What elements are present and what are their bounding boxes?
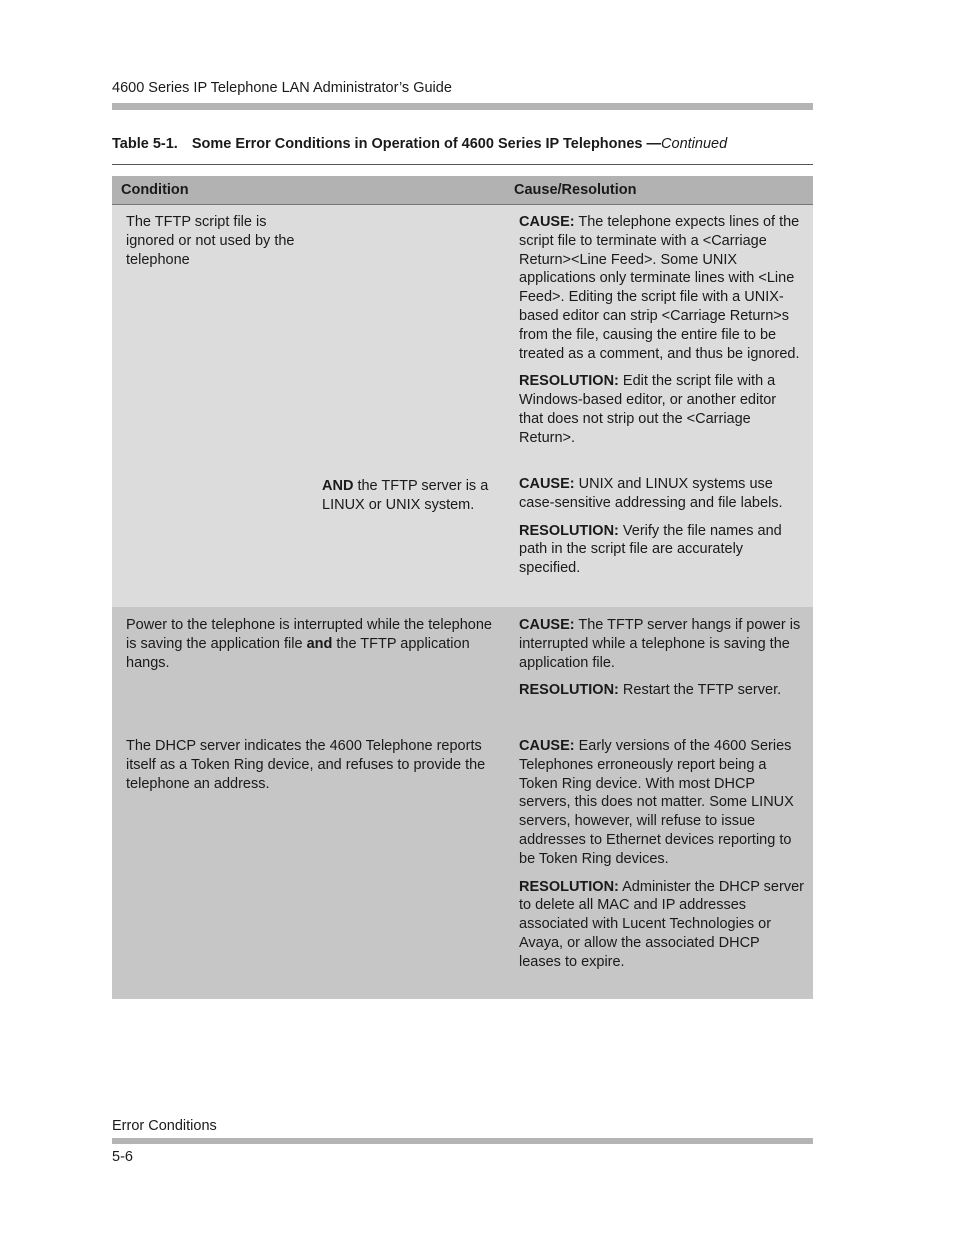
cause-text: Early versions of the 4600 Series Telephones erroneously report being a Token Ring device. With most DHCP servers, this does not matter. Some LINUX servers, however, will refuse to issue addresses to Ethernet devices reporting to be Token Ring devices. (519, 738, 794, 867)
resolution-text: Restart the TFTP server. (622, 682, 782, 699)
resolution-label: RESOLUTION: (519, 878, 619, 895)
resolution-paragraph (519, 522, 804, 578)
cause-label: CAUSE: (519, 738, 575, 754)
caption-rule (112, 164, 813, 165)
column-header-cause-resolution: Cause/Resolution (514, 182, 637, 198)
table-cell-cause-resolution (519, 213, 804, 448)
cause-text: The telephone expects lines of the script file to terminate with a <Carriage Return><Line Feed>. Some UNIX applications only terminate lines with <Line Feed>. Editing the script file with a UNIX-based editor can strip <Carriage Return>s from the file, causing the entire file to be treated as a comment, and thus be ignored. (519, 214, 800, 362)
table-cell-condition (126, 213, 301, 269)
resolution-paragraph (519, 372, 804, 447)
resolution-label: RESOLUTION: (519, 522, 619, 539)
cause-label: CAUSE: (519, 214, 575, 230)
resolution-label: RESOLUTION: (519, 373, 619, 390)
subcondition-and: AND (322, 478, 354, 494)
cause-label: CAUSE: (519, 617, 575, 633)
cause-paragraph (519, 616, 804, 672)
table-cell-subcondition (322, 477, 497, 515)
table-caption-continued: Continued (661, 136, 728, 152)
resolution-label: RESOLUTION: (519, 682, 619, 699)
cause-label: CAUSE: (519, 476, 575, 492)
table-header-row (112, 176, 813, 205)
table-cell-cause-resolution (519, 616, 804, 700)
table-caption-title: Some Error Conditions in Operation of 4600 Series IP Telephones — (191, 136, 662, 152)
header-rule (112, 103, 813, 110)
column-header-condition: Condition (121, 182, 189, 198)
cause-text: The TFTP server hangs if power is interrupted while a telephone is saving the application file. (519, 617, 801, 671)
condition-text: The TFTP script file is ignored or not used by the telephone (126, 214, 295, 268)
condition-text: The DHCP server indicates the 4600 Telephone reports itself as a Token Ring device, and refuses to provide the telephone an address. (126, 738, 486, 792)
table-cell-cause-resolution (519, 475, 804, 578)
table-cell-condition (126, 737, 498, 793)
table-cell-cause-resolution (519, 737, 804, 972)
footer-rule (112, 1138, 813, 1144)
table-caption-number: Table 5-1. (112, 136, 178, 152)
running-header-title: 4600 Series IP Telephone LAN Administrator’s Guide (112, 80, 452, 96)
condition-text: Power to the telephone is interrupted while the telephone is saving the application file and the TFTP application hangs. (126, 617, 492, 671)
resolution-paragraph (519, 878, 804, 972)
footer-section-title: Error Conditions (112, 1118, 217, 1134)
subcondition-text: AND the TFTP server is a LINUX or UNIX system. (322, 478, 489, 513)
cause-text: UNIX and LINUX systems use case-sensitive addressing and file labels. (519, 476, 783, 511)
table-cell-condition (126, 616, 498, 672)
cause-paragraph (519, 737, 804, 869)
resolution-paragraph (519, 681, 804, 700)
resolution-text: Verify the file names and path in the script file are accurately specified. (519, 522, 782, 577)
cause-paragraph (519, 213, 804, 363)
table-caption (112, 136, 727, 152)
resolution-text: Administer the DHCP server to delete all MAC and IP addresses associated with Lucent Technologies or Avaya, or allow the associated DHCP leases to expire. (519, 878, 804, 970)
page-number: 5-6 (112, 1149, 133, 1165)
cause-paragraph (519, 475, 804, 513)
resolution-text: Edit the script file with a Windows-based editor, or another editor that does not strip out the <Carriage Return>. (519, 373, 777, 446)
